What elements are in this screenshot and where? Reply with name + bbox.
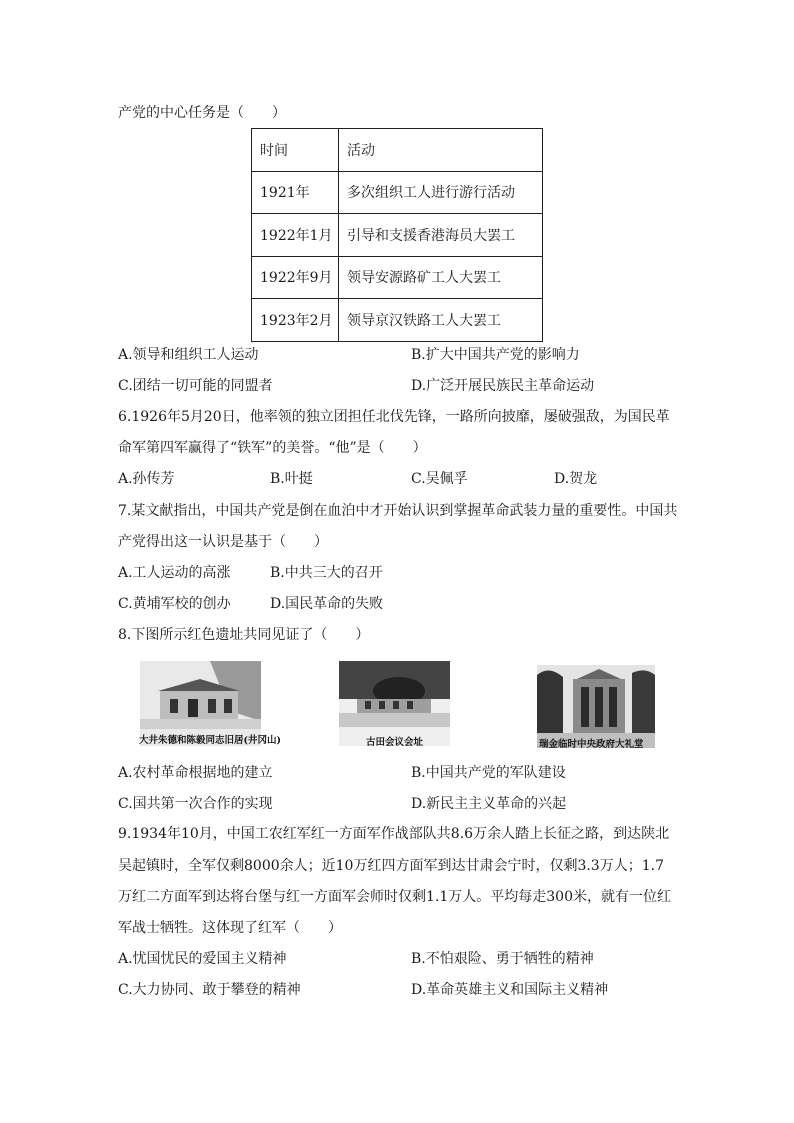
q9-stem-line3: 万红二方面军到达将台堡与红一方面军会师时仅剩1.1万人。平均每走300米，就有一位红 xyxy=(118,889,671,905)
table-cell-time: 1922年1月 xyxy=(252,214,339,257)
q9-stem-line2: 吴起镇时，全军仅剩8000余人；近10万红四方面军到达甘肃会宁时，仅剩3.3万人；1.7 xyxy=(118,858,664,874)
events-table xyxy=(251,128,543,342)
q6-option-b[interactable]: B.叶挺 xyxy=(270,471,313,487)
q7-option-d[interactable]: D.国民革命的失败 xyxy=(270,596,384,612)
q9-option-a[interactable]: A.忧国忧民的爱国主义精神 xyxy=(118,951,287,967)
table-header-activity: 活动 xyxy=(339,129,543,172)
q8-option-a[interactable]: A.农村革命根据地的建立 xyxy=(118,765,273,781)
table-header-time: 时间 xyxy=(252,129,339,172)
q5-option-d[interactable]: D.广泛开展民族民主革命运动 xyxy=(411,378,595,394)
q9-option-d[interactable]: D.革命英雄主义和国际主义精神 xyxy=(411,982,609,998)
q6-option-a[interactable]: A.孙传芳 xyxy=(118,471,175,487)
q8-option-b[interactable]: B.中国共产党的军队建设 xyxy=(411,765,566,781)
q8-option-c[interactable]: C.国共第一次合作的实现 xyxy=(118,796,273,812)
q7-stem-line1: 7.某文献指出，中国共产党是倒在血泊中才开始认识到掌握革命武装力量的重要性。中国共 xyxy=(118,503,678,519)
q5-option-a[interactable]: A.领导和组织工人运动 xyxy=(118,347,259,363)
q7-stem-line2: 产党得出这一认识是基于（ ） xyxy=(118,534,328,550)
q8-stem-line1: 8.下图所示红色遗址共同见证了（ ） xyxy=(118,627,370,643)
q6-stem-line1: 6.1926年5月20日，他率领的独立团担任北伐先锋，一路所向披靡，屡破强敌，为国民革 xyxy=(118,409,670,425)
table-cell-time: 1922年9月 xyxy=(252,256,339,299)
table-cell-activity: 引导和支援香港海员大罢工 xyxy=(339,214,543,257)
table-row xyxy=(252,214,543,257)
table-cell-time: 1923年2月 xyxy=(252,299,339,342)
table-cell-activity: 多次组织工人进行游行活动 xyxy=(339,171,543,214)
q9-stem-line1: 9.1934年10月，中国工农红军红一方面军作战部队共8.6万余人踏上长征之路，到达陕北 xyxy=(118,826,670,842)
q5-option-b[interactable]: B.扩大中国共产党的影响力 xyxy=(411,347,580,363)
table-cell-time: 1921年 xyxy=(252,171,339,214)
q8-option-d[interactable]: D.新民主主义革命的兴起 xyxy=(411,796,567,812)
q7-option-b[interactable]: B.中共三大的召开 xyxy=(270,565,383,581)
q9-option-b[interactable]: B.不怕艰险、勇于牺牲的精神 xyxy=(411,951,594,967)
caption-jinggangshan: 大井朱德和陈毅同志旧居(井冈山) xyxy=(139,735,281,746)
table-row xyxy=(252,171,543,214)
caption-gutian: 古田会议会址 xyxy=(366,737,424,748)
caption-ruijin: 瑞金临时中央政府大礼堂 xyxy=(539,739,644,750)
table-row xyxy=(252,299,543,342)
table-cell-activity: 领导京汉铁路工人大罢工 xyxy=(339,299,543,342)
table-cell-activity: 领导安源路矿工人大罢工 xyxy=(339,256,543,299)
table-header-row xyxy=(252,129,543,172)
q6-option-c[interactable]: C.吴佩孚 xyxy=(411,471,468,487)
q7-option-a[interactable]: A.工人运动的高涨 xyxy=(118,565,231,581)
q6-option-d[interactable]: D.贺龙 xyxy=(554,471,598,487)
q9-option-c[interactable]: C.大力协同、敢于攀登的精神 xyxy=(118,982,301,998)
q7-option-c[interactable]: C.黄埔军校的创办 xyxy=(118,596,231,612)
q5-stem-continuation: 产党的中心任务是（ ） xyxy=(118,105,286,121)
q9-stem-line4: 军战士牺牲。这体现了红军（ ） xyxy=(118,920,342,936)
q6-stem-line2: 命军第四军赢得了“铁军”的美誉。“他”是（ ） xyxy=(118,440,427,456)
table-row xyxy=(252,256,543,299)
q5-option-c[interactable]: C.团结一切可能的同盟者 xyxy=(118,378,273,394)
